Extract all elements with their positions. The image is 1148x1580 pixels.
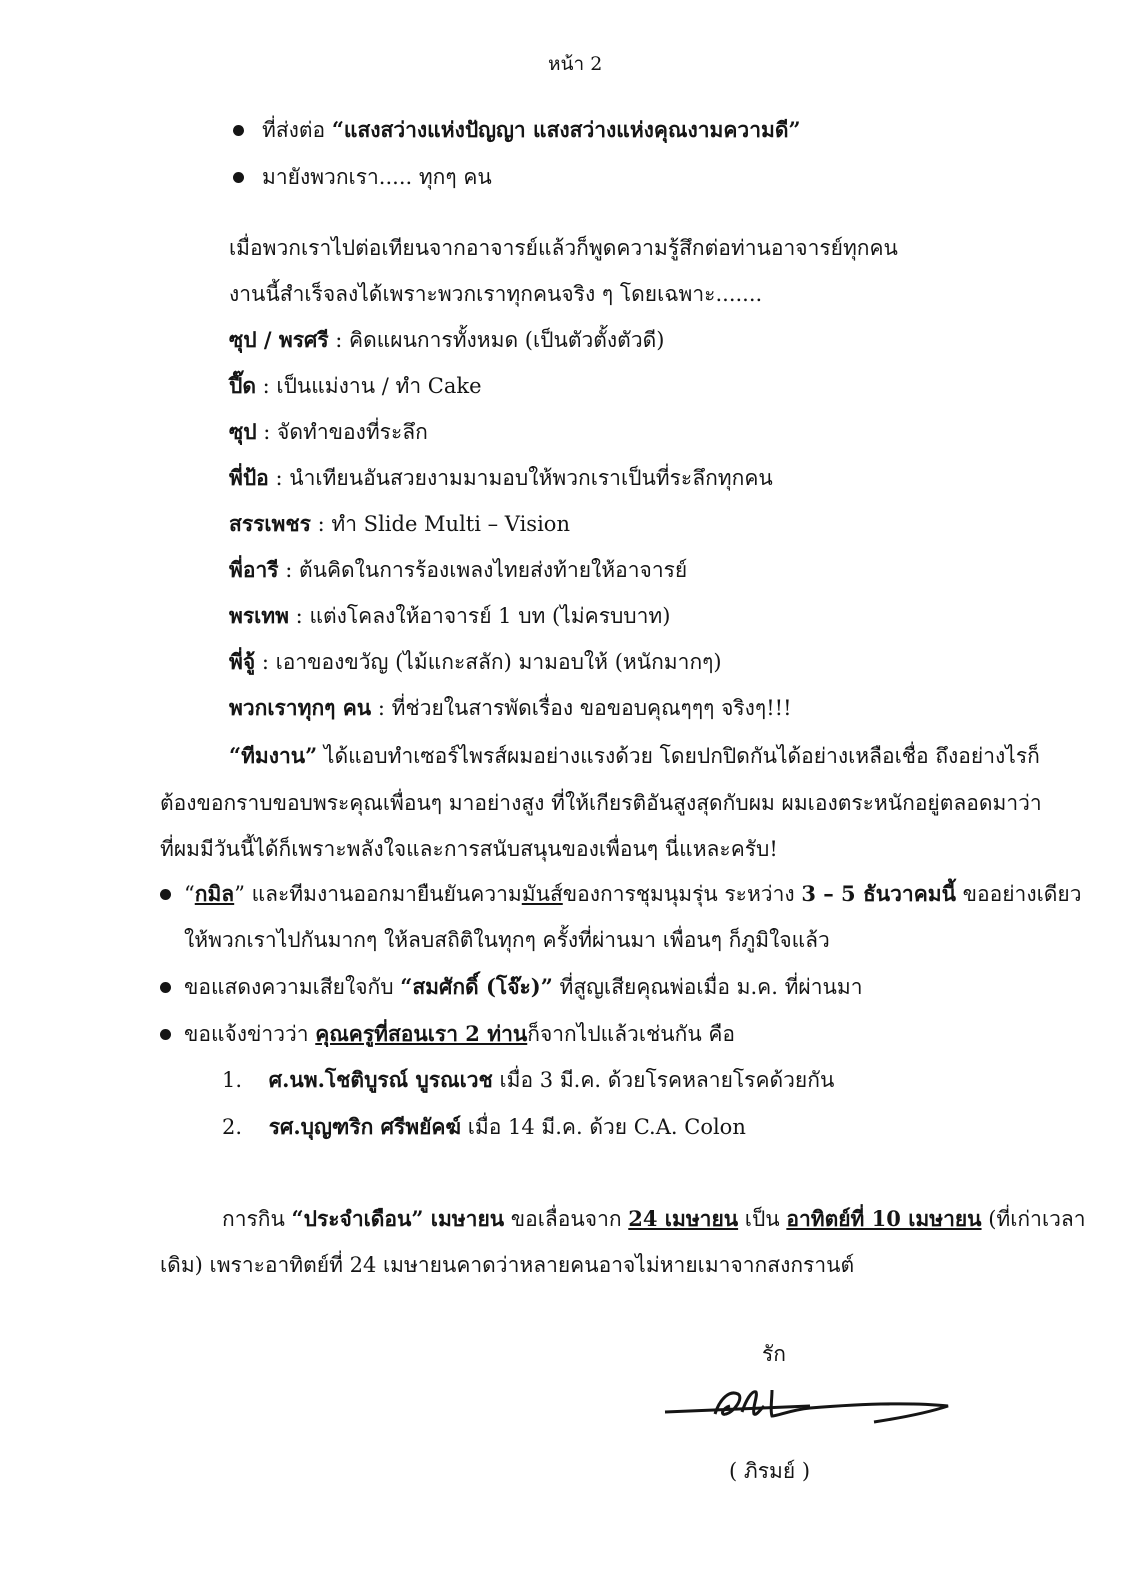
page-number: หน้า 2	[548, 53, 603, 75]
credit-line: พรเทพ : แต่งโคลงให้อาจารย์ 1 บท (ไม่ครบบาท)	[229, 603, 671, 628]
paragraph-1-line-2: งานนี้สำเร็จลงได้เพราะพวกเราทุกคนจริง ๆ โดยเฉพาะ.......	[229, 282, 763, 306]
paragraph-2-line-1: “ทีมงาน” ได้แอบทำเซอร์ไพรส์ผมอย่างแรงด้วย โดยปกปิดกันได้อย่างเหลือเชื่อ ถึงอย่างไรก็	[229, 743, 1040, 768]
credit-line: ปี๊ด : เป็นแม่งาน / ทำ Cake	[229, 373, 482, 398]
intro-bullet-2: มายังพวกเรา..... ทุกๆ คน	[262, 165, 492, 189]
teacher-item: 1. ศ.นพ.โชติบูรณ์ บูรณเวช เมื่อ 3 มี.ค. ด้วยโรคหลายโรคด้วยกัน	[222, 1067, 835, 1092]
credit-line: สรรเพชร : ทำ Slide Multi – Vision	[229, 511, 570, 536]
credit-line: พวกเราทุกๆ คน : ที่ช่วยในสารพัดเรื่อง ขอขอบคุณๆๆๆ จริงๆ!!!	[229, 695, 792, 720]
bullet-icon	[160, 982, 171, 993]
signature-icon	[660, 1380, 960, 1430]
bullet-icon	[160, 889, 171, 900]
intro-bullet-1: ที่ส่งต่อ “แสงสว่างแห่งปัญญา แสงสว่างแห่งคุณงามความดี”	[262, 117, 801, 142]
credit-line: ซุป : จัดทำของที่ระลึก	[229, 419, 428, 444]
news-item-1-line-2: ให้พวกเราไปกันมากๆ ให้ลบสถิติในทุกๆ ครั้งที่ผ่านมา เพื่อนๆ ก็ภูมิใจแล้ว	[184, 928, 830, 952]
paragraph-2-line-2: ต้องขอกราบขอบพระคุณเพื่อนๆ มาอย่างสูง ที่ให้เกียรติอันสูงสุดกับผม ผมเองตระหนักอยู่ตลอดมาว่า	[160, 791, 1042, 815]
monthly-line-1: การกิน “ประจำเดือน” เมษายน ขอเลื่อนจาก 24 เมษายน เป็น อาทิตย์ที่ 10 เมษายน (ที่เก่าเวลา	[222, 1206, 1086, 1231]
teacher-item: 2. รศ.บุญฑริก ศรีพยัคฆ์ เมื่อ 14 มี.ค. ด้วย C.A. Colon	[222, 1114, 746, 1139]
news-item-1: “กมิล” และทีมงานออกมายืนยันความมันส์ของการชุมนุมรุ่น ระหว่าง 3 – 5 ธันวาคมนี้ ขออย่างเดียว	[184, 881, 1082, 906]
bullet-icon	[233, 125, 244, 136]
bullet-icon	[160, 1029, 171, 1040]
bullet-icon	[233, 172, 244, 183]
monthly-line-2: เดิม) เพราะอาทิตย์ที่ 24 เมษายนคาดว่าหลายคนอาจไม่หายเมาจากสงกรานต์	[160, 1253, 855, 1277]
signer-name: ( ภิรมย์ )	[729, 1459, 811, 1483]
news-item-3: ขอแจ้งข่าวว่า คุณครูที่สอนเรา 2 ท่านก็จากไปแล้วเช่นกัน คือ	[184, 1021, 736, 1046]
paragraph-1-line-1: เมื่อพวกเราไปต่อเทียนจากอาจารย์แล้วก็พูดความรู้สึกต่อท่านอาจารย์ทุกคน	[229, 236, 898, 260]
credit-line: พี่ป้อ : นำเทียนอันสวยงามมามอบให้พวกเราเป็นที่ระลึกทุกคน	[229, 465, 773, 490]
news-item-2: ขอแสดงความเสียใจกับ “สมศักดิ์ (โจ๊ะ)” ที่สูญเสียคุณพ่อเมื่อ ม.ค. ที่ผ่านมา	[184, 974, 863, 999]
paragraph-2-line-3: ที่ผมมีวันนี้ได้ก็เพราะพลังใจและการสนับสนุนของเพื่อนๆ นี่แหละครับ!	[160, 837, 778, 861]
closing-love: รัก	[762, 1342, 786, 1366]
credit-line: พี่จู้ : เอาของขวัญ (ไม้แกะสลัก) มามอบให้ (หนักมากๆ)	[229, 649, 722, 674]
credit-line: พี่อารี : ต้นคิดในการร้องเพลงไทยส่งท้ายให้อาจารย์	[229, 557, 688, 582]
credit-line: ซุป / พรศรี : คิดแผนการทั้งหมด (เป็นตัวตั้งตัวดี)	[229, 327, 665, 352]
